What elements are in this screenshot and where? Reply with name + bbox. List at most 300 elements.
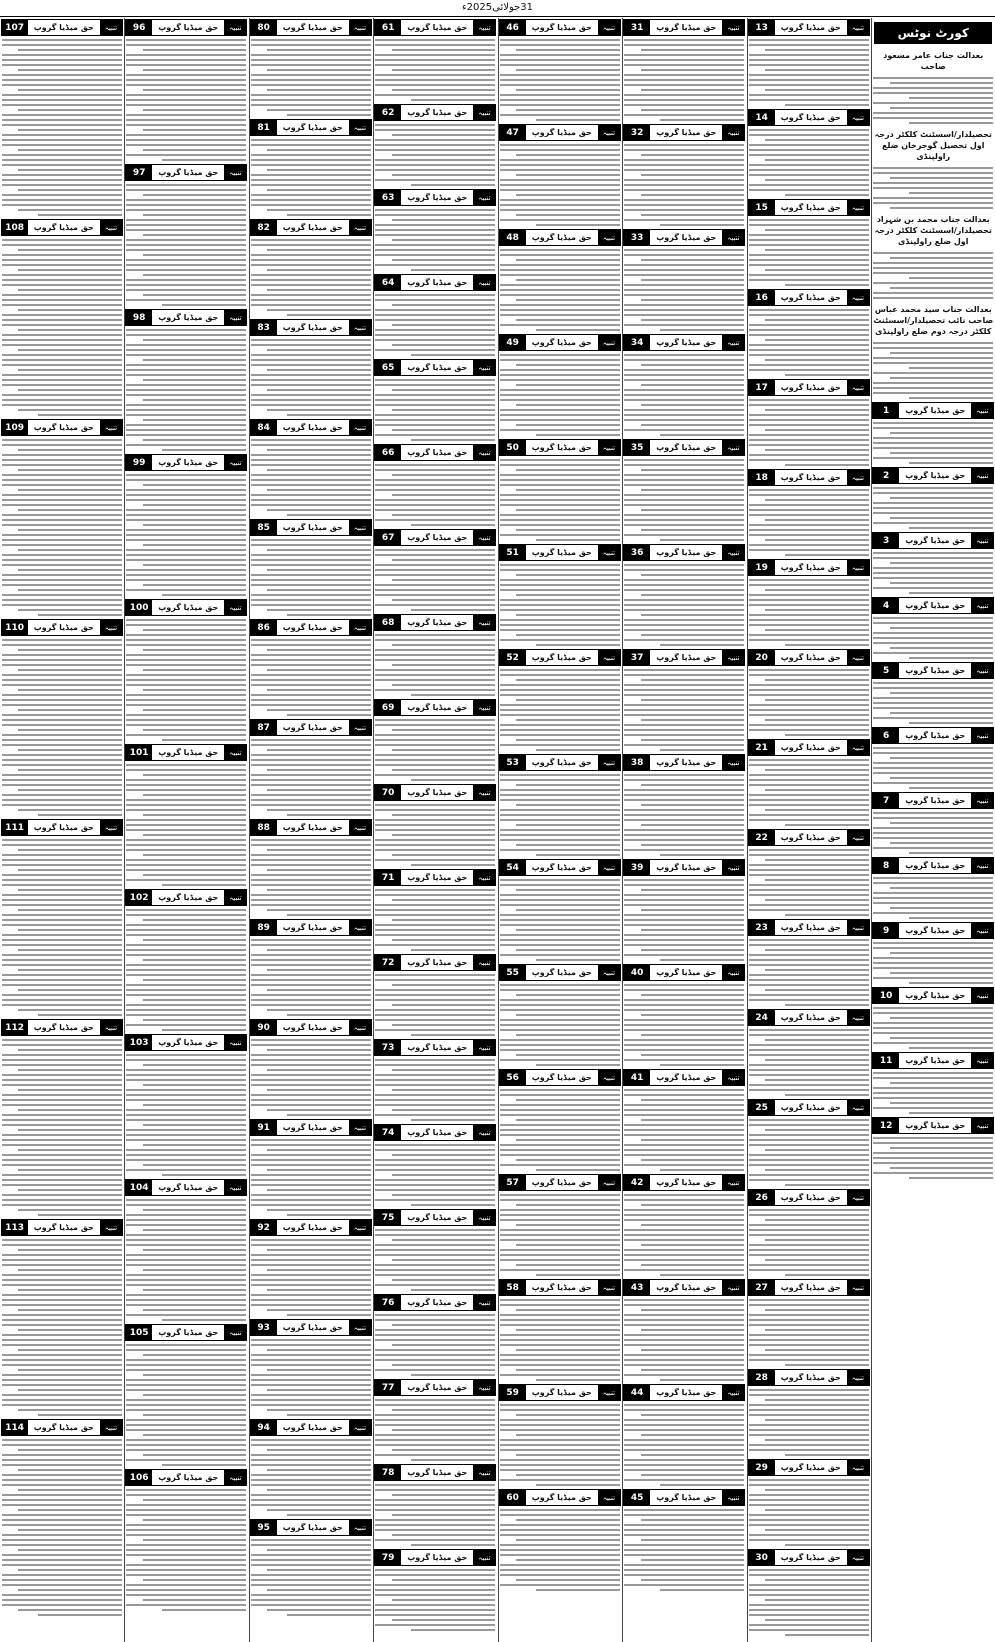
ad-header [125,1324,247,1341]
ad-tag: تنبیہ [847,470,869,485]
ad-number: 66 [375,445,401,460]
ad-header-label: حق میڈیا گروپ [33,423,94,432]
ad-block [499,649,621,751]
ad-header [374,699,496,716]
ad-body-text [748,1029,870,1096]
ad-body-text [623,354,745,436]
ad-tag: تنبیہ [722,1385,744,1400]
ad-header-label: حق میڈیا گروپ [531,1178,592,1187]
ad-header [125,744,247,761]
ad-header-label: حق میڈیا گروپ [33,23,94,32]
ad-tag: تنبیہ [598,1385,620,1400]
ad-body-text [623,1194,745,1276]
ad-header-label: حق میڈیا گروپ [531,1283,592,1292]
ad-number: 25 [749,1100,775,1115]
ad-header [748,1459,870,1476]
ad-tag: تنبیہ [722,965,744,980]
ad-header [374,1294,496,1311]
ad-header-label: حق میڈیا گروپ [407,533,468,542]
ad-header [374,869,496,886]
ad-block [374,104,496,186]
ad-block [250,1419,372,1516]
ad-header-label: حق میڈیا گروپ [282,423,343,432]
ad-header [872,467,994,484]
ad-header [374,359,496,376]
ad-body-text [125,474,247,596]
ad-body-text [748,759,870,826]
ad-header [623,1069,745,1086]
ad-body-text [623,1089,745,1171]
ad-tag: تنبیہ [847,740,869,755]
ad-header [748,649,870,666]
ad-tag: تنبیہ [847,110,869,125]
ad-block [374,19,496,101]
ad-number: 51 [500,545,526,560]
ad-number: 14 [749,110,775,125]
ad-block [623,229,745,331]
ad-body-text [748,39,870,106]
ad-tag: تنبیہ [598,1070,620,1085]
ad-number: 19 [749,560,775,575]
ad-header-label: حق میڈیا گروپ [780,1103,841,1112]
ad-header [499,124,621,141]
ad-body-text [748,1299,870,1366]
ad-block [748,1369,870,1456]
ad-block [748,109,870,196]
ad-number: 32 [624,125,650,140]
ad-header-label: حق میڈیا گروپ [407,703,468,712]
ad-column-3 [498,18,621,1642]
ad-tag: تنبیہ [473,1295,495,1310]
ad-number: 79 [375,1550,401,1565]
ad-block [250,119,372,216]
ad-block [623,1279,745,1381]
ad-number: 110 [2,620,28,635]
ad-number: 106 [126,1470,152,1485]
ad-tag: تنبیہ [971,663,993,678]
ad-tag: تنبیہ [722,230,744,245]
ad-block [748,1459,870,1546]
ad-body-text [748,1119,870,1186]
ad-body-text [1,839,123,1016]
ad-number: 70 [375,785,401,800]
ad-body-text [125,1344,247,1466]
ad-tag: تنبیہ [224,310,246,325]
ad-block [125,19,247,161]
ad-header [499,19,621,36]
ad-body-text [374,634,496,696]
ad-body-text [872,682,994,724]
ad-block [374,1039,496,1121]
ad-number: 104 [126,1180,152,1195]
ad-block [374,189,496,271]
ad-number: 97 [126,165,152,180]
ad-number: 78 [375,1465,401,1480]
court-ad-blocks [872,402,994,1179]
ad-header-label: حق میڈیا گروپ [407,1383,468,1392]
ad-number: 109 [2,420,28,435]
ad-body-text [748,849,870,916]
ad-body-text [374,1314,496,1376]
ad-header-label: حق میڈیا گروپ [282,623,343,632]
ad-block [499,229,621,331]
ad-header [499,544,621,561]
ad-body-text [748,579,870,646]
ad-number: 77 [375,1380,401,1395]
ad-number: 41 [624,1070,650,1085]
ad-header-label: حق میڈیا گروپ [905,1121,966,1130]
ad-tag: تنبیہ [847,1280,869,1295]
ad-header-label: حق میڈیا گروپ [531,968,592,977]
ad-header-label: حق میڈیا گروپ [905,666,966,675]
ad-tag: تنبیہ [349,1020,371,1035]
ad-tag: تنبیہ [473,870,495,885]
ad-body-text [250,239,372,316]
ad-number: 31 [624,20,650,35]
ad-column-2 [622,18,745,1642]
ad-number: 37 [624,650,650,665]
ad-header [250,219,372,236]
ad-block [1,19,123,216]
ad-number: 65 [375,360,401,375]
ad-block [125,1469,247,1611]
ad-header [872,727,994,744]
ad-header-label: حق میڈیا گروپ [780,203,841,212]
ad-tag: تنبیہ [598,965,620,980]
ad-body-text [250,739,372,816]
columns-container [0,18,995,1642]
ad-block [872,727,994,789]
ad-block [499,1174,621,1276]
ad-block [499,1279,621,1381]
ad-header [748,19,870,36]
ad-body-text [374,294,496,356]
court-line-3: بعدالت جناب محمد بن شہزاد تحصیلدار/اسسٹنٹ کلکٹر درجہ اول ضلع راولپنڈی [874,215,992,246]
ad-header [125,309,247,326]
ad-header [872,662,994,679]
ad-header-label: حق میڈیا گروپ [407,958,468,967]
ad-header [1,619,123,636]
ad-tag: تنبیہ [722,1490,744,1505]
ad-header-label: حق میڈیا گروپ [531,1073,592,1082]
ad-body-text [374,804,496,866]
ad-header [872,402,994,419]
ad-body-text [374,464,496,526]
ad-body-text [125,909,247,1031]
ad-number: 36 [624,545,650,560]
ad-header [499,334,621,351]
ad-header [125,599,247,616]
ad-body-text [872,487,994,529]
ad-body-text [250,1139,372,1216]
ad-tag: تنبیہ [224,1035,246,1050]
ad-tag: تنبیہ [473,105,495,120]
ad-tag: تنبیہ [598,335,620,350]
ad-header [250,1419,372,1436]
ad-block [748,1009,870,1096]
ad-number: 87 [251,720,277,735]
ad-number: 101 [126,745,152,760]
ad-number: 72 [375,955,401,970]
ad-header-label: حق میڈیا گروپ [407,108,468,117]
ad-header [374,1124,496,1141]
ad-body-text [499,774,621,856]
ad-block [374,954,496,1036]
ad-body-text [125,619,247,741]
ad-header [748,1099,870,1116]
ad-block [499,544,621,646]
ad-header-label: حق میڈیا گروپ [33,1423,94,1432]
ad-number: 84 [251,420,277,435]
ad-tag: تنبیہ [971,988,993,1003]
ad-body-text [1,1439,123,1616]
ad-block [872,857,994,919]
ad-body-text [748,1479,870,1546]
ad-block [499,859,621,961]
ad-header-label: حق میڈیا گروپ [407,448,468,457]
ad-header-label: حق میڈیا گروپ [656,863,717,872]
ad-tag: تنبیہ [473,1125,495,1140]
ad-number: 43 [624,1280,650,1295]
ad-number: 5 [873,663,899,678]
ad-header [623,334,745,351]
ad-tag: تنبیہ [847,20,869,35]
ad-number: 91 [251,1120,277,1135]
ad-block [623,439,745,541]
ad-header-label: حق میڈیا گروپ [407,1298,468,1307]
ad-tag: تنبیہ [349,1520,371,1535]
ad-tag: تنبیہ [100,820,122,835]
ad-tag: تنبیہ [349,320,371,335]
ad-number: 27 [749,1280,775,1295]
ad-block [250,519,372,616]
ad-header-label: حق میڈیا گروپ [780,113,841,122]
ad-body-text [374,1144,496,1206]
ad-tag: تنبیہ [847,1100,869,1115]
ad-header [872,1117,994,1134]
ad-column-4 [373,18,496,1642]
ad-tag: تنبیہ [847,200,869,215]
court-text-1 [872,77,994,124]
ad-header-label: حق میڈیا گروپ [407,23,468,32]
ad-body-text [872,1137,994,1179]
ad-block [1,619,123,816]
ad-header-label: حق میڈیا گروپ [407,618,468,627]
ad-body-text [748,1209,870,1276]
ad-block [623,124,745,226]
ad-body-text [872,877,994,919]
ad-header [748,1369,870,1386]
ad-body-text [250,139,372,216]
ad-body-text [499,1404,621,1486]
ad-number: 112 [2,1020,28,1035]
ad-header-label: حق میڈیا گروپ [33,823,94,832]
ad-tag: تنبیہ [224,890,246,905]
ad-tag: تنبیہ [100,1220,122,1235]
ad-tag: تنبیہ [349,920,371,935]
ad-body-text [374,719,496,781]
ad-body-text [374,889,496,951]
ad-header [250,619,372,636]
ad-tag: تنبیہ [473,20,495,35]
ad-header-label: حق میڈیا گروپ [780,1013,841,1022]
ad-header-label: حق میڈیا گروپ [531,443,592,452]
ad-header [1,19,123,36]
ad-header-label: حق میڈیا گروپ [905,406,966,415]
ad-number: 86 [251,620,277,635]
ad-block [499,1489,621,1591]
ad-body-text [125,1054,247,1176]
ad-header [250,1519,372,1536]
ad-tag: تنبیہ [847,560,869,575]
ad-number: 81 [251,120,277,135]
ad-body-text [748,309,870,376]
ad-tag: تنبیہ [971,923,993,938]
ad-block [374,1294,496,1376]
ad-tag: تنبیہ [971,468,993,483]
ad-header-label: حق میڈیا گروپ [780,1283,841,1292]
ad-block [499,1069,621,1171]
ad-block [374,444,496,526]
ad-header-label: حق میڈیا گروپ [407,363,468,372]
ad-header-label: حق میڈیا گروپ [656,233,717,242]
ad-header [499,754,621,771]
ad-block [748,19,870,106]
ad-number: 53 [500,755,526,770]
ad-block [374,1379,496,1461]
ad-tag: تنبیہ [349,420,371,435]
ad-tag: تنبیہ [971,533,993,548]
ad-block [125,1179,247,1321]
ad-header-label: حق میڈیا گروپ [33,1223,94,1232]
court-line-2: تحصیلدار/اسسٹنٹ کلکٹر درجہ اول تحصیل گوجرخان ضلع راولپنڈی [874,130,992,161]
ad-header [250,519,372,536]
ad-block [872,922,994,984]
ad-body-text [250,1539,372,1616]
ad-tag: تنبیہ [473,785,495,800]
ad-block [374,1209,496,1291]
ad-tag: تنبیہ [100,1020,122,1035]
ad-header-label: حق میڈیا گروپ [656,1178,717,1187]
ad-header [374,189,496,206]
ad-header-label: حق میڈیا گروپ [33,223,94,232]
ad-body-text [374,379,496,441]
ad-header [623,1174,745,1191]
ad-body-text [499,1299,621,1381]
ad-header-label: حق میڈیا گروپ [656,1283,717,1292]
ad-header-label: حق میڈیا گروپ [407,1213,468,1222]
ad-body-text [499,879,621,961]
ad-header [1,1019,123,1036]
ad-block [125,744,247,886]
ad-header [748,379,870,396]
ad-body-text [872,617,994,659]
ad-header-label: حق میڈیا گروپ [407,1553,468,1562]
ad-header [374,1464,496,1481]
ad-tag: تنبیہ [224,600,246,615]
ad-header-label: حق میڈیا گروپ [780,653,841,662]
ad-tag: تنبیہ [349,20,371,35]
ad-body-text [499,1089,621,1171]
ad-header-label: حق میڈیا گروپ [656,758,717,767]
ad-header-label: حق میڈیا گروپ [905,601,966,610]
ad-header-label: حق میڈیا گروپ [158,313,219,322]
ad-tag: تنبیہ [722,335,744,350]
ad-header-label: حق میڈیا گروپ [407,873,468,882]
ad-body-text [374,1059,496,1121]
ad-number: 100 [126,600,152,615]
ad-column-5 [249,18,372,1642]
ad-number: 94 [251,1420,277,1435]
ad-number: 105 [126,1325,152,1340]
ad-body-text [1,439,123,616]
ad-tag: تنبیہ [473,1040,495,1055]
ad-body-text [250,1339,372,1416]
ad-block [623,334,745,436]
ad-tag: تنبیہ [473,1380,495,1395]
ad-block [623,649,745,751]
ad-header [250,819,372,836]
ad-header-label: حق میڈیا گروپ [780,383,841,392]
ad-header [1,1419,123,1436]
ad-block [125,889,247,1031]
ad-number: 4 [873,598,899,613]
ad-body-text [499,354,621,436]
ad-number: 89 [251,920,277,935]
ad-block [748,1189,870,1276]
ad-tag: تنبیہ [349,1320,371,1335]
ad-body-text [250,1039,372,1116]
ad-header [250,1319,372,1336]
ad-number: 20 [749,650,775,665]
ad-body-text [748,669,870,736]
ad-block [872,987,994,1049]
ad-header-label: حق میڈیا گروپ [407,788,468,797]
ad-header [748,469,870,486]
ad-tag: تنبیہ [598,755,620,770]
ad-block [1,1219,123,1416]
ad-header-label: حق میڈیا گروپ [282,1223,343,1232]
dateline: 31جولائی2025ء [461,2,534,13]
ad-body-text [748,129,870,196]
ad-body-text [374,1229,496,1291]
ad-block [872,792,994,854]
ad-number: 2 [873,468,899,483]
ad-header [374,614,496,631]
ad-number: 33 [624,230,650,245]
ad-body-text [250,1239,372,1316]
ad-header-label: حق میڈیا گروپ [780,1553,841,1562]
ad-header [125,1179,247,1196]
ad-header-label: حق میڈیا گروپ [531,23,592,32]
ad-body-text [872,812,994,854]
ad-block [1,1019,123,1216]
ad-header-label: حق میڈیا گروپ [531,1388,592,1397]
ad-header-label: حق میڈیا گروپ [531,233,592,242]
ad-header-label: حق میڈیا گروپ [656,653,717,662]
ad-header [872,922,994,939]
ad-block [623,859,745,961]
ad-tag: تنبیہ [598,860,620,875]
ad-body-text [623,1404,745,1486]
ad-block [250,319,372,416]
ad-number: 24 [749,1010,775,1025]
court-line-4: بعدالت جناب سید محمد عباس صاحب نائب تحصیلدار/اسسٹنٹ کلکٹر درجہ دوم ضلع راولپنڈی [873,305,994,336]
ad-header-label: حق میڈیا گروپ [282,1023,343,1032]
ad-block [748,649,870,736]
ad-block [499,124,621,226]
ad-header [374,954,496,971]
